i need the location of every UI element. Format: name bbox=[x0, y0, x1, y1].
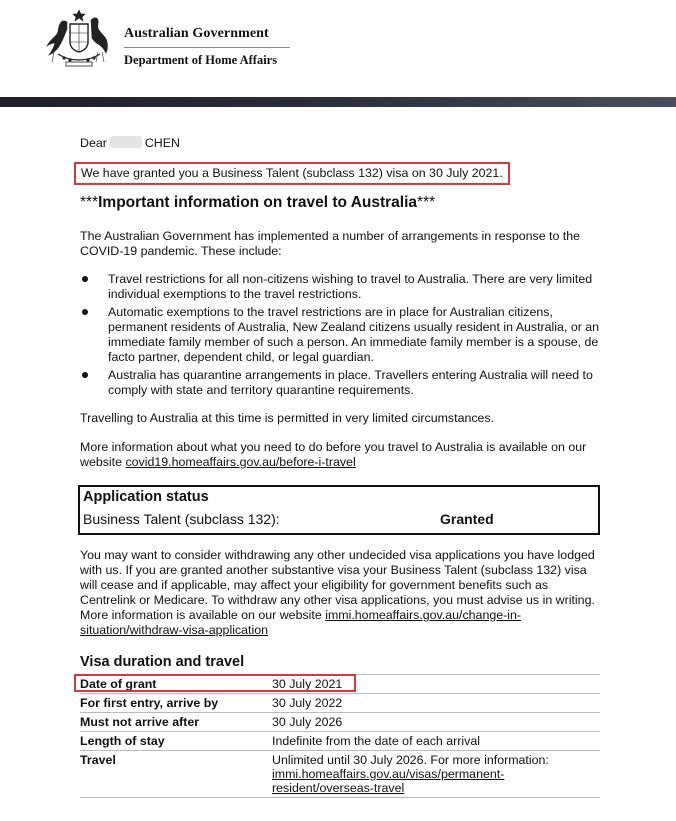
application-status-box bbox=[78, 485, 600, 535]
row-label: Length of stay bbox=[80, 732, 272, 751]
agency-name bbox=[124, 26, 290, 68]
status-badge: Granted bbox=[440, 511, 494, 527]
restrictions-list bbox=[80, 272, 600, 401]
row-value: 30 July 2021 bbox=[272, 675, 600, 694]
recipient-surname: CHEN bbox=[144, 136, 180, 150]
withdraw-text: You may want to consider withdrawing any other undecided visa applications you have lodged with us. If you are granted another substantive visa your Business Talent (subclass 132) visa will cease and if applicable, may affect your eligibility for government benefits such as Centrelink or Medicare. To withdraw any other visa applications, you must advise us in writing. More information is available on our website bbox=[80, 548, 595, 622]
salutation bbox=[80, 136, 180, 151]
table-row bbox=[80, 713, 600, 732]
more-info-paragraph bbox=[80, 440, 600, 470]
list-item: Australia has quarantine arrangements in place. Travellers entering Australia will need to comply with state and territory quarantine requirements. bbox=[80, 368, 600, 398]
salutation-word: Dear bbox=[80, 136, 107, 150]
row-label: Date of grant bbox=[80, 675, 272, 694]
brand-divider bbox=[124, 47, 290, 48]
travel-text: Unlimited until 30 July 2026. For more information: bbox=[272, 753, 549, 767]
list-item: Travel restrictions for all non-citizens wishing to travel to Australia. There are very limited individual exemptions to the travel restrictions. bbox=[80, 272, 600, 302]
row-label: Travel bbox=[80, 751, 272, 798]
table-row bbox=[80, 732, 600, 751]
travel-heading bbox=[80, 195, 435, 210]
status-title: Application status bbox=[83, 489, 209, 505]
row-value: 30 July 2026 bbox=[272, 713, 600, 732]
visa-duration-title: Visa duration and travel bbox=[80, 654, 245, 670]
row-label: For first entry, arrive by bbox=[80, 694, 272, 713]
more-info-text: More information about what you need to do before you travel to Australia is available on our website bbox=[80, 440, 587, 469]
withdraw-paragraph bbox=[80, 548, 600, 638]
coat-of-arms-icon bbox=[40, 8, 118, 68]
travelling-paragraph: Travelling to Australia at this time is permitted in very limited circumstances. bbox=[80, 411, 495, 425]
withdraw-link[interactable]: immi.homeaffairs.gov.au/change-in-situation/withdraw-visa-application bbox=[80, 608, 522, 637]
row-value: 30 July 2022 bbox=[272, 694, 600, 713]
grant-notice bbox=[74, 162, 510, 185]
letterhead bbox=[0, 0, 676, 108]
heading-text: Important information on travel to Australia bbox=[98, 194, 418, 211]
header-bar bbox=[0, 97, 676, 107]
heading-prefix: *** bbox=[80, 194, 99, 211]
before-travel-link[interactable]: covid19.homeaffairs.gov.au/before-i-travel bbox=[125, 455, 356, 469]
heading-suffix: *** bbox=[417, 194, 436, 211]
redacted-given-name bbox=[110, 136, 142, 148]
table-row bbox=[80, 694, 600, 713]
government-name: Australian Government bbox=[124, 26, 269, 41]
intro-paragraph: The Australian Government has implemented a number of arrangements in response to the COVID-19 pandemic. These include: bbox=[80, 229, 581, 258]
table-row bbox=[80, 751, 600, 798]
row-label: Must not arrive after bbox=[80, 713, 272, 732]
status-visa-label: Business Talent (subclass 132): bbox=[83, 511, 280, 527]
grant-notice-text: We have granted you a Business Talent (subclass 132) visa on 30 July 2021. bbox=[81, 166, 503, 180]
row-value bbox=[272, 751, 600, 798]
overseas-travel-link[interactable]: immi.homeaffairs.gov.au/visas/permanent-resident/overseas-travel bbox=[272, 767, 505, 795]
department-name: Department of Home Affairs bbox=[124, 53, 278, 67]
visa-duration-table bbox=[80, 674, 600, 798]
row-value: Indefinite from the date of each arrival bbox=[272, 732, 600, 751]
list-item: Automatic exemptions to the travel restrictions are in place for Australian citizens, permanent residents of Australia, New Zealand citizens usually resident in Australia, or an immediate family member of such a person. An immediate family member is a spouse, de facto partner, dependent child, or legal guardian. bbox=[80, 305, 600, 365]
date-of-grant-highlight bbox=[74, 674, 356, 692]
